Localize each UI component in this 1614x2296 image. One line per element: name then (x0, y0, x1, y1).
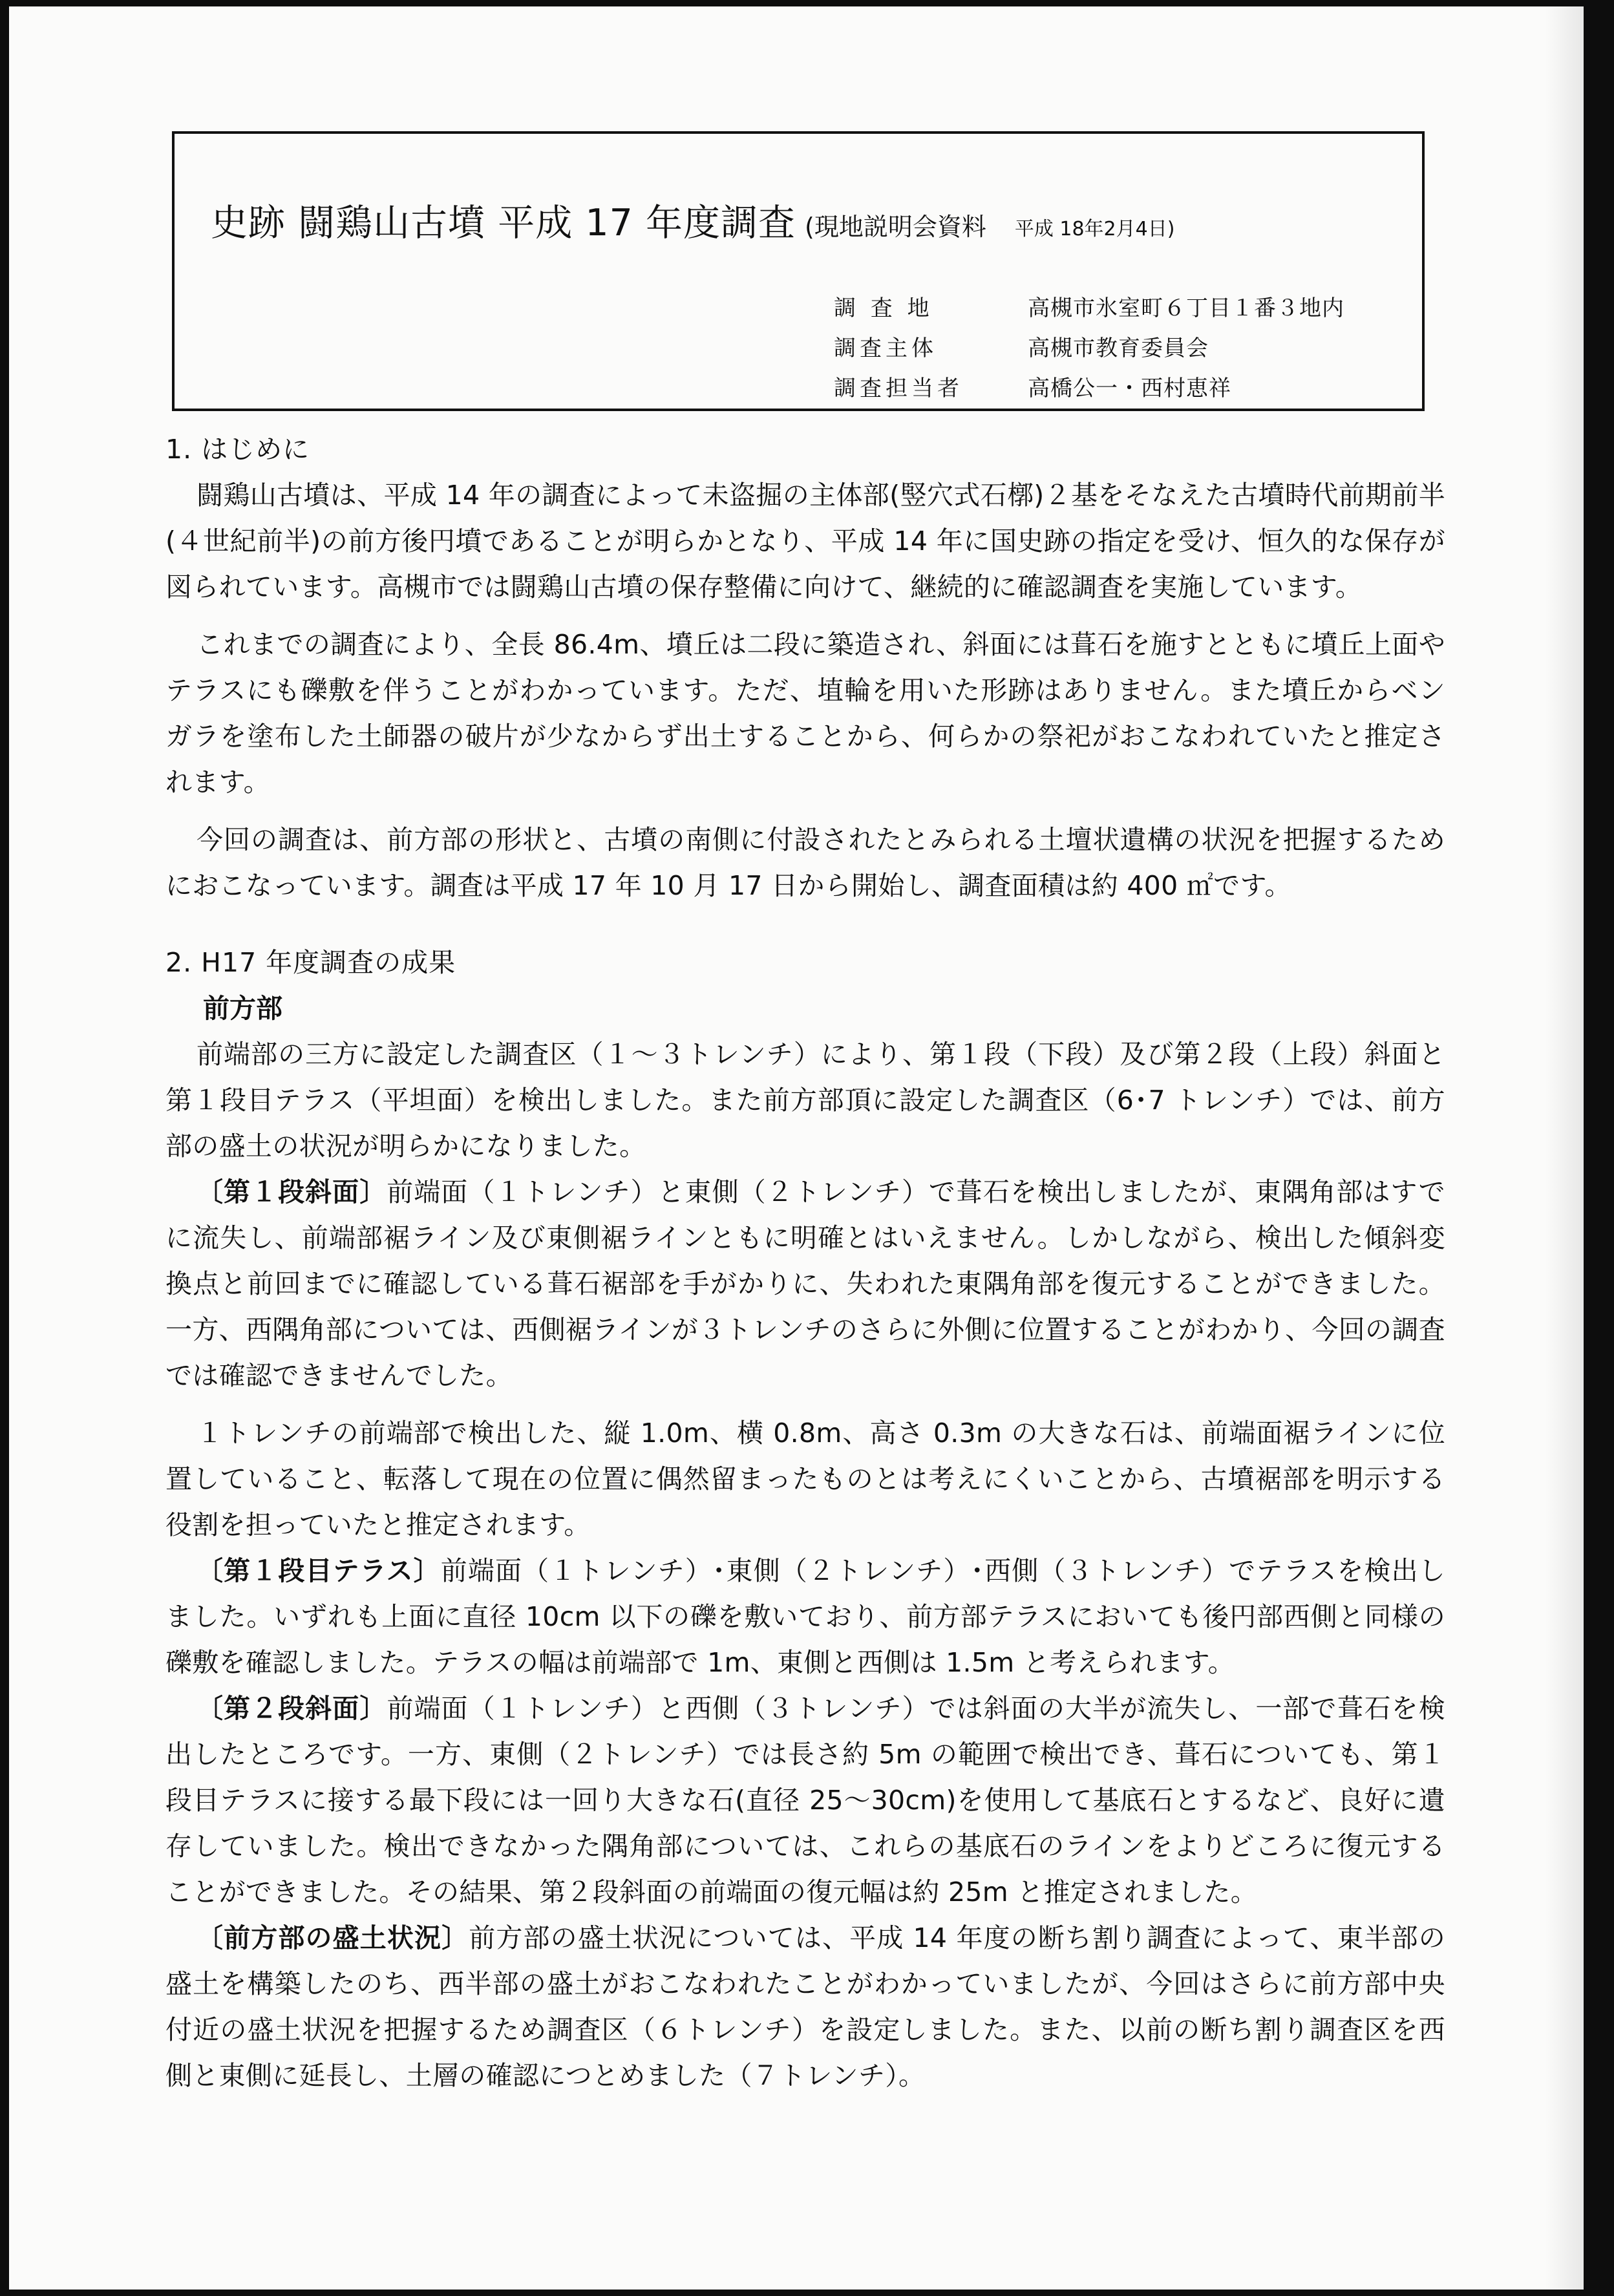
item-tag: 〔第１段斜面〕 (196, 1176, 387, 1207)
spacer (165, 909, 1445, 940)
item-tag: 〔第１段目テラス〕 (196, 1555, 441, 1586)
paragraph-first-slope (165, 1169, 1445, 1399)
item-text: 前方部の盛土状況については、平成 14 年度の断ち割り調査によって、東半部の盛土を構築したのち、西半部の盛土がおこなわれたことがわかっていましたが、今回はさらに前方部中央付近の盛土状況を把握するため調査区（６トレンチ）を設定しました。また、以前の断ち割り調査区を西側と東側に延長し、土層の確認につとめました（７トレンチ）。 (165, 1922, 1446, 2091)
survey-info-table (834, 286, 1344, 406)
document-body (165, 427, 1445, 2099)
document-page (9, 6, 1584, 2290)
section-heading-introduction: 1. はじめに (165, 434, 310, 465)
paragraph: 闘鶏山古墳は、平成 14 年の調査によって未盗掘の主体部(竪穴式石槨)２基をそなえた古墳時代前期前半(４世紀前半)の前方後円墳であることが明らかとなり、平成 14 年に国史跡の指定を受け、恒久的な保存が図られています。高槻市では闘鶏山古墳の保存整備に向けて、継続的に確認調査を実施しています。 (165, 480, 1445, 602)
spacer (165, 1399, 1445, 1410)
info-label: 調査担当者 (834, 375, 963, 401)
info-row-staff (834, 366, 1344, 406)
document-title: 史跡 闘鶏山古墳 平成 17 年度調査 (211, 202, 796, 244)
info-label: 調査主体 (834, 335, 937, 361)
info-label: 調 査 地 (834, 295, 933, 321)
info-row-organizer (834, 326, 1344, 366)
item-tag: 〔前方部の盛土状況〕 (196, 1922, 469, 1953)
paragraph: これまでの調査により、全長 86.4m、墳丘は二段に築造され、斜面には葺石を施すとともに墳丘上面やテラスにも礫敷を伴うことがわかっています。ただ、埴輪を用いた形跡はありません。また墳丘からベンガラを塗布した土師器の破片が少なからず出土することから、何らかの祭祀がおこなわれていたと推定されます。 (165, 629, 1445, 798)
document-date: 平成 18年2月4日) (1014, 218, 1175, 240)
item-text: 前端面（１トレンチ）と東側（２トレンチ）で葺石を検出しましたが、東隅角部はすでに流失し、前端部裾ライン及び東側裾ラインともに明確とはいえません。しかしながら、検出した傾斜変換点と前回までに確認している葺石裾部を手がかりに、失われた東隅角部を復元することができました。一方、西隅角部については、西側裾ラインが３トレンチのさらに外側に位置することがわかり、今回の調査では確認できませんでした。 (165, 1176, 1445, 1391)
info-value: 高槻市教育委員会 (1028, 335, 1209, 361)
paragraph-first-terrace (165, 1548, 1445, 1686)
title-box (172, 131, 1425, 411)
paragraph: 前端部の三方に設定した調査区（１～３トレンチ）により、第１段（下段）及び第２段（上段）斜面と第１段目テラス（平坦面）を検出しました。また前方部頂に設定した調査区（6･7 トレンチ）では、前方部の盛土の状況が明らかになりました。 (165, 1039, 1445, 1162)
info-row-location (834, 286, 1344, 326)
paragraph-mound-fill (165, 1915, 1445, 2099)
item-tag: 〔第２段斜面〕 (196, 1693, 387, 1724)
item-text: 前端面（１トレンチ）･東側（２トレンチ）･西側（３トレンチ）でテラスを検出しました。いずれも上面に直径 10cm 以下の礫を敷いており、前方部テラスにおいても後円部西側と同様の礫敷を確認しました。テラスの幅は前端部で 1m、東側と西側は 1.5m と考えられます。 (165, 1555, 1445, 1678)
section-heading-results: 2. H17 年度調査の成果 (165, 947, 456, 978)
subheading-front-part: 前方部 (203, 993, 282, 1024)
info-value: 高槻市氷室町６丁目１番３地内 (1028, 295, 1344, 321)
spacer (165, 805, 1445, 817)
info-value: 高橋公一・西村恵祥 (1028, 375, 1231, 401)
page-edge-shadow (1545, 6, 1584, 2290)
item-text: １トレンチの前端部で検出した、縦 1.0m、横 0.8m、高さ 0.3m の大きな石は、前端面裾ラインに位置していること、転落して現在の位置に偶然留まったものとは考えにくいことから、古墳裾部を明示する役割を担っていたと推定されます。 (165, 1418, 1445, 1540)
title-line (211, 193, 1174, 246)
paragraph: 今回の調査は、前方部の形状と、古墳の南側に付設されたとみられる土壇状遺構の状況を把握するためにおこなっています。調査は平成 17 年 10 月 17 日から開始し、調査面積は約 400 ㎡です。 (165, 824, 1445, 901)
item-text: 前端面（１トレンチ）と西側（３トレンチ）では斜面の大半が流失し、一部で葺石を検出したところです。一方、東側（２トレンチ）では長さ約 5m の範囲で検出でき、葺石についても、第１段目テラスに接する最下段には一回り大きな石(直径 25～30cm)を使用して基底石とするなど、良好に遺存していました。検出できなかった隅角部については、これらの基底石のラインをよりどころに復元することができました。その結果、第２段斜面の前端面の復元幅は約 25m と推定されました。 (165, 1693, 1445, 1908)
spacer (165, 610, 1445, 622)
document-subtitle: (現地説明会資料 (805, 213, 986, 241)
paragraph-second-slope (165, 1686, 1445, 1915)
paragraph-large-stone (165, 1410, 1445, 1548)
